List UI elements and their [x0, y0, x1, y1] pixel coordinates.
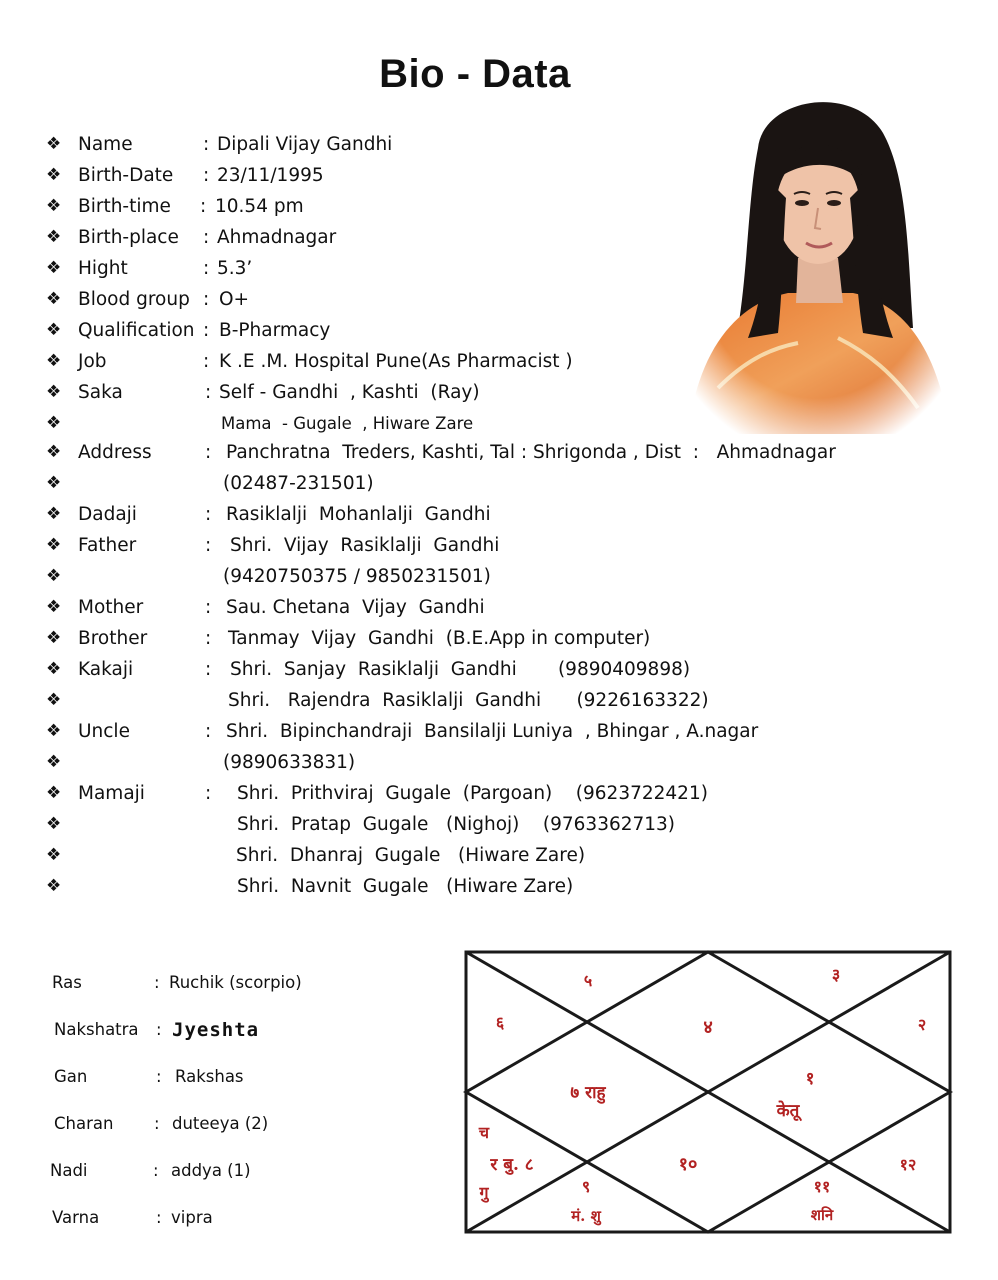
bullet-icon: ❖: [46, 597, 62, 617]
detail-value: Shri. Navnit Gugale (Hiware Zare): [237, 876, 574, 897]
detail-value: Shri. Vijay Rasiklalji Gandhi: [230, 535, 500, 556]
bullet-icon: ❖: [46, 504, 62, 524]
detail-separator: :: [205, 504, 212, 525]
bullet-icon: ❖: [46, 473, 62, 493]
detail-separator: :: [203, 289, 210, 310]
detail-label: Father: [78, 535, 137, 556]
detail-row: [0, 871, 880, 902]
bullet-icon: ❖: [46, 196, 62, 216]
kundali-house-label: १०: [678, 1154, 698, 1175]
detail-row: [0, 346, 880, 377]
astro-separator: :: [156, 1208, 162, 1227]
detail-separator: :: [200, 196, 207, 217]
detail-row: [0, 253, 880, 284]
bullet-icon: ❖: [46, 659, 62, 679]
kundali-house-label: शनि: [810, 1206, 834, 1224]
astro-row: [0, 1064, 440, 1090]
detail-label: Kakaji: [78, 659, 134, 680]
kundali-house-label: मं. शु: [571, 1207, 601, 1225]
detail-row: [0, 747, 880, 778]
detail-value: 5.3’: [217, 258, 253, 279]
kundali-house-label: ४: [703, 1017, 713, 1038]
detail-value: (9420750375 / 9850231501): [223, 566, 491, 587]
detail-separator: :: [205, 721, 212, 742]
detail-row: [0, 437, 880, 468]
detail-value: Shri. Dhanraj Gugale (Hiware Zare): [236, 845, 586, 866]
detail-value: Shri. Pratap Gugale (Nighoj) (9763362713): [237, 814, 676, 835]
detail-label: Mamaji: [78, 783, 145, 804]
detail-separator: :: [205, 783, 212, 804]
detail-label: Birth-time: [78, 196, 171, 217]
detail-value: Panchratna Treders, Kashti, Tal : Shrigonda , Dist : Ahmadnagar: [226, 442, 836, 463]
detail-row: [0, 499, 880, 530]
detail-value: Shri. Sanjay Rasiklalji Gandhi (9890409898): [230, 659, 691, 680]
detail-value: Sau. Chetana Vijay Gandhi: [226, 597, 485, 618]
astro-row: [0, 1158, 440, 1184]
detail-row: [0, 623, 880, 654]
astro-label: Ras: [52, 973, 82, 992]
detail-row: [0, 408, 880, 439]
astro-separator: :: [154, 973, 160, 992]
detail-row: [0, 561, 880, 592]
detail-label: Blood group: [78, 289, 190, 310]
astro-value: addya (1): [171, 1161, 251, 1180]
bullet-icon: ❖: [46, 442, 62, 462]
bullet-icon: ❖: [46, 258, 62, 278]
bullet-icon: ❖: [46, 876, 62, 896]
detail-row: [0, 315, 880, 346]
kundali-house-label: १२: [899, 1155, 917, 1174]
detail-separator: :: [205, 535, 212, 556]
astro-value: duteeya (2): [172, 1114, 269, 1133]
detail-row: [0, 191, 880, 222]
detail-value: Shri. Prithviraj Gugale (Pargoan) (9623722421): [237, 783, 708, 804]
page-title: Bio - Data: [379, 52, 571, 96]
kundali-house-label: ११: [813, 1177, 831, 1196]
astro-row: [0, 970, 440, 996]
detail-separator: :: [205, 597, 212, 618]
detail-value: Shri. Rajendra Rasiklalji Gandhi (9226163322): [228, 690, 709, 711]
detail-label: Birth-Date: [78, 165, 174, 186]
astro-separator: :: [156, 1067, 162, 1086]
astro-label: Gan: [54, 1067, 88, 1086]
astro-value: Jyeshta: [172, 1019, 260, 1041]
kundali-house-label: केतू: [776, 1101, 800, 1121]
kundali-house-label: र बु. ८: [490, 1155, 534, 1175]
detail-label: Birth-place: [78, 227, 179, 248]
bullet-icon: ❖: [46, 382, 62, 402]
detail-row: [0, 685, 880, 716]
astro-separator: :: [153, 1161, 159, 1180]
detail-row: [0, 809, 880, 840]
detail-value: Ahmadnagar: [217, 227, 337, 248]
detail-value: Self - Gandhi , Kashti (Ray): [219, 382, 480, 403]
bullet-icon: ❖: [46, 289, 62, 309]
kundali-house-label: ९: [581, 1177, 591, 1196]
kundali-chart: [462, 948, 954, 1238]
astro-label: Varna: [52, 1208, 100, 1227]
detail-row: [0, 468, 880, 499]
detail-row: [0, 284, 880, 315]
detail-label: Brother: [78, 628, 148, 649]
bullet-icon: ❖: [46, 721, 62, 741]
detail-row: [0, 222, 880, 253]
bullet-icon: ❖: [46, 814, 62, 834]
bullet-icon: ❖: [46, 783, 62, 803]
kundali-house-label: ६: [495, 1013, 505, 1032]
detail-value: B-Pharmacy: [219, 320, 331, 341]
detail-label: Job: [78, 351, 107, 372]
detail-row: [0, 592, 880, 623]
detail-row: [0, 160, 880, 191]
detail-value: O+: [219, 289, 250, 310]
detail-separator: :: [205, 628, 212, 649]
astro-label: Nakshatra: [54, 1020, 139, 1039]
kundali-house-label: २: [917, 1015, 927, 1034]
kundali-house-label: १: [805, 1069, 815, 1089]
astro-label: Charan: [54, 1114, 114, 1133]
kundali-house-label: च: [478, 1123, 490, 1142]
detail-value: Tanmay Vijay Gandhi (B.E.App in computer): [228, 628, 651, 649]
detail-row: [0, 716, 880, 747]
detail-value: K .E .M. Hospital Pune(As Pharmacist ): [219, 351, 573, 372]
astro-row: [0, 1017, 440, 1043]
bullet-icon: ❖: [46, 351, 62, 371]
bullet-icon: ❖: [46, 752, 62, 772]
detail-label: Mother: [78, 597, 144, 618]
detail-value: 23/11/1995: [217, 165, 324, 186]
detail-separator: :: [205, 659, 212, 680]
bullet-icon: ❖: [46, 227, 62, 247]
detail-separator: :: [203, 351, 210, 372]
detail-separator: :: [205, 382, 212, 403]
detail-row: [0, 129, 880, 160]
kundali-house-label: ५: [583, 971, 593, 990]
detail-value: (02487-231501): [223, 473, 374, 494]
detail-separator: :: [203, 227, 210, 248]
detail-row: [0, 654, 880, 685]
detail-row: [0, 530, 880, 561]
detail-value: Mama - Gugale , Hiware Zare: [221, 414, 474, 433]
detail-label: Qualification: [78, 320, 195, 341]
astro-label: Nadi: [50, 1161, 88, 1180]
bullet-icon: ❖: [46, 566, 62, 586]
detail-separator: :: [205, 442, 212, 463]
bullet-icon: ❖: [46, 628, 62, 648]
detail-value: 10.54 pm: [215, 196, 304, 217]
bullet-icon: ❖: [46, 165, 62, 185]
detail-label: Saka: [78, 382, 123, 403]
astro-row: [0, 1111, 440, 1137]
astro-separator: :: [156, 1020, 162, 1039]
astro-value: Rakshas: [175, 1067, 244, 1086]
bullet-icon: ❖: [46, 690, 62, 710]
detail-label: Uncle: [78, 721, 130, 742]
bullet-icon: ❖: [46, 535, 62, 555]
detail-label: Hight: [78, 258, 128, 279]
bullet-icon: ❖: [46, 134, 62, 154]
astro-separator: :: [154, 1114, 160, 1133]
detail-value: Rasiklalji Mohanlalji Gandhi: [226, 504, 491, 525]
astro-value: Ruchik (scorpio): [169, 973, 302, 992]
bullet-icon: ❖: [46, 320, 62, 340]
detail-label: Dadaji: [78, 504, 137, 525]
detail-value: Shri. Bipinchandraji Bansilalji Luniya , Bhingar , A.nagar: [226, 721, 759, 742]
kundali-house-label: ३: [831, 965, 841, 984]
kundali-house-label: गु: [479, 1183, 489, 1202]
astro-row: [0, 1205, 440, 1231]
detail-label: Address: [78, 442, 152, 463]
detail-row: [0, 840, 880, 871]
kundali-house-label: ७ राहु: [570, 1083, 606, 1103]
detail-separator: :: [203, 320, 210, 341]
bullet-icon: ❖: [46, 845, 62, 865]
detail-separator: :: [203, 165, 210, 186]
bullet-icon: ❖: [46, 413, 62, 433]
detail-row: [0, 377, 880, 408]
detail-row: [0, 778, 880, 809]
detail-label: Name: [78, 134, 133, 155]
detail-value: Dipali Vijay Gandhi: [217, 134, 393, 155]
detail-value: (9890633831): [223, 752, 356, 773]
detail-separator: :: [203, 258, 210, 279]
detail-separator: :: [203, 134, 210, 155]
astro-value: vipra: [171, 1208, 213, 1227]
